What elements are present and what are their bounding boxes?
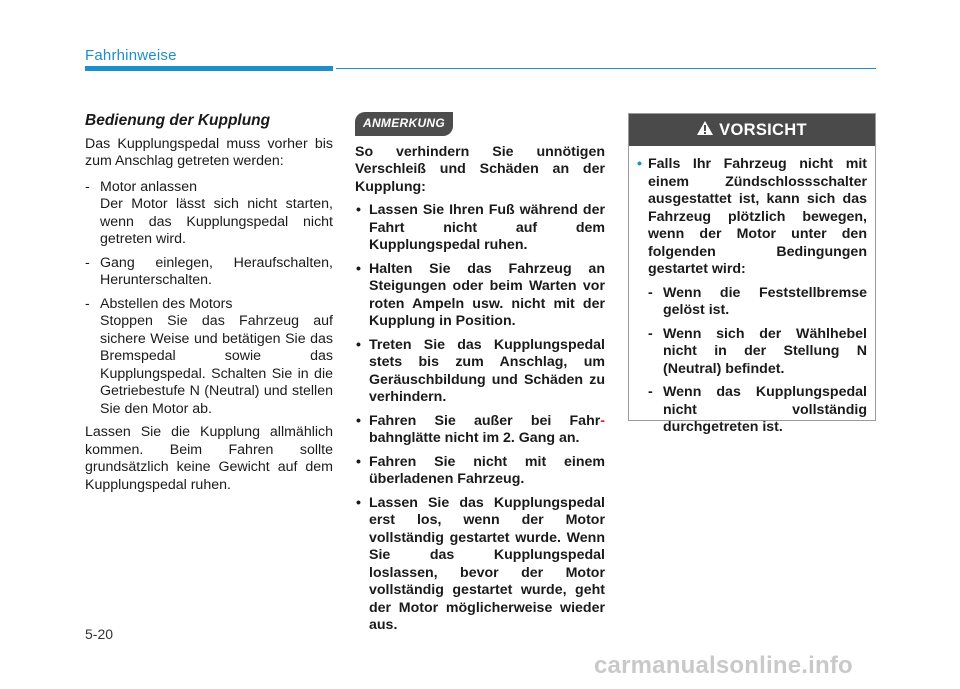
condition-text: Wenn sich der Wählhebel nicht in der Stellung N (Neutral) befindet. xyxy=(663,325,867,377)
dash-marker: - xyxy=(648,384,653,400)
bullet-text: Lassen Sie das Kupplungspedal erst los, wenn der Motor vollständig gestartet wurde. Wenn Sie das Kupplungspedal loslassen, bevor der Motor vollständig gestartet wurde, geht der Motor möglicherweise wieder aus. xyxy=(369,494,605,633)
list-item-text: Der Motor lässt sich nicht starten, wenn das Kupplungspedal nicht getreten wird. xyxy=(100,196,333,247)
list-item xyxy=(355,454,605,489)
bullet-marker: • xyxy=(356,494,361,511)
outro-paragraph: Lassen Sie die Kupplung allmählich kommen. Beim Fahren sollte grundsätzlich keine Gewicht auf dem Kupplungspedal ruhen. xyxy=(85,424,333,493)
note-badge: ANMERKUNG xyxy=(355,112,453,136)
bullet-marker: • xyxy=(356,336,361,353)
bullet-text: Lassen Sie Ihren Fuß während der Fahrt nicht auf dem Kupplungspedal ruhen. xyxy=(369,202,605,253)
list-item-title: Abstellen des Motors xyxy=(100,295,233,312)
list-item xyxy=(85,255,333,290)
header-bar xyxy=(85,66,333,71)
bullet-text: bahnglätte nicht im 2. Gang an. xyxy=(369,430,580,446)
header-line xyxy=(336,68,876,69)
list-item xyxy=(355,261,605,331)
warning-header xyxy=(629,114,875,146)
list-item xyxy=(85,296,333,419)
dash-marker: - xyxy=(648,284,653,301)
list-item xyxy=(648,285,867,320)
dash-marker: - xyxy=(85,295,90,312)
left-column xyxy=(85,112,333,502)
list-item xyxy=(355,337,605,407)
header-title: Fahrhinweise xyxy=(85,47,177,64)
bullet-marker: • xyxy=(356,453,361,470)
intro-paragraph: Das Kupplungspedal muss vorher bis zum Anschlag getreten werden: xyxy=(85,135,333,169)
list-item xyxy=(85,179,333,249)
bullet-marker: • xyxy=(637,156,642,172)
list-item xyxy=(648,384,867,437)
section-heading: Bedienung der Kupplung xyxy=(85,112,271,129)
condition-text: Wenn die Feststellbremse gelöst ist. xyxy=(663,284,867,318)
list-item xyxy=(355,413,605,448)
list-item-text: Stoppen Sie das Fahrzeug auf sichere Weise und betätigen Sie das Bremspedal sowie das Kupplungspedal. Schalten Sie in die Getriebestufe N (Neutral) und stellen Sie den Motor ab. xyxy=(100,313,333,417)
list-item xyxy=(355,202,605,255)
dash-marker: - xyxy=(85,178,90,195)
bullet-marker: • xyxy=(356,202,361,218)
warning-triangle-icon xyxy=(697,121,713,140)
page-number: 5-20 xyxy=(85,626,114,642)
list-item-title: Gang einlegen, Heraufschalten, Herunterschalten. xyxy=(100,254,333,288)
bullet-text: Fahren Sie außer bei Fahr xyxy=(369,412,601,429)
hyphen-mark: - xyxy=(600,412,605,429)
dash-marker: - xyxy=(648,325,653,342)
list-item xyxy=(637,156,867,279)
warning-body xyxy=(629,146,875,437)
note-column xyxy=(355,112,605,641)
watermark: carmanualsonline.info xyxy=(594,652,853,679)
bullet-text: Fahren Sie nicht mit einem überladenen Fahrzeug. xyxy=(369,453,605,487)
warning-text: Falls Ihr Fahrzeug nicht mit einem Zündschlossschalter ausgestattet ist, kann sich das Fahrzeug plötzlich bewegen, wenn der Motor unter den folgenden Bedingungen gestartet wird: xyxy=(648,156,867,277)
condition-text: Wenn das Kupplungspedal nicht vollständig durchgetreten ist. xyxy=(663,384,867,435)
list-item xyxy=(648,326,867,379)
list-item xyxy=(355,495,605,635)
bullet-text: Treten Sie das Kupplungspedal stets bis zum Anschlag, um Geräuschbildung und Schäden zu verhindern. xyxy=(369,336,605,405)
note-intro: So verhindern Sie unnötigen Verschleiß und Schäden an der Kupplung: xyxy=(355,143,605,195)
bullet-marker: • xyxy=(356,412,361,429)
bullet-text: Halten Sie das Fahrzeug an Steigungen oder beim Warten vor roten Ampeln usw. nicht mit der Kupplung in Position. xyxy=(369,260,605,329)
list-item-title: Motor anlassen xyxy=(100,178,197,195)
bullet-marker: • xyxy=(356,260,361,277)
dash-marker: - xyxy=(85,254,90,271)
warning-title: VORSICHT xyxy=(719,120,807,139)
warning-box xyxy=(628,113,876,435)
